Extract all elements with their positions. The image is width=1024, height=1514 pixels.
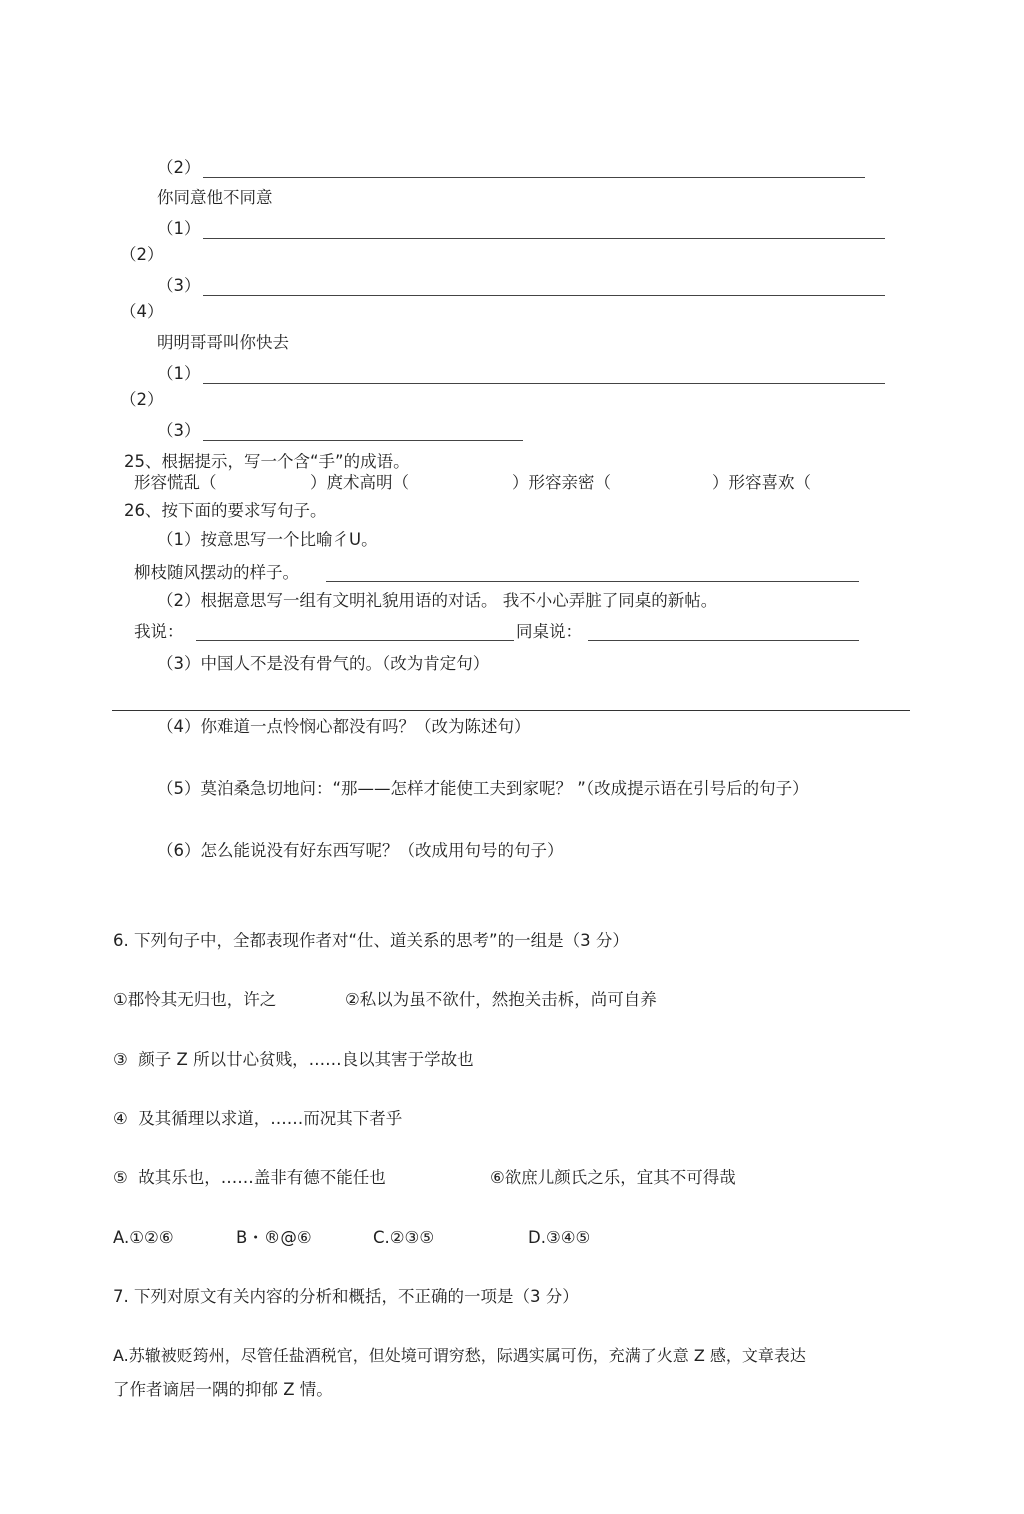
sub-question-2: （2）根据意思写一组有文明礼貌用语的对话。 我不小心弄脏了同桌的新帖。	[157, 591, 718, 610]
choice-c[interactable]: C.②③⑤	[373, 1228, 435, 1247]
dialogue-deskmate-label: 同桌说：	[516, 622, 582, 641]
item-label-2: （2）	[120, 245, 164, 264]
answer-line[interactable]	[203, 295, 885, 296]
answer-line[interactable]	[326, 581, 859, 582]
choice-b[interactable]: B・®@⑥	[236, 1228, 312, 1247]
item-label-2: （2）	[120, 390, 164, 409]
question-6-title: 6. 下列句子中，全都表现作者对“仕、道关系的思考”的一组是（3 分）	[113, 931, 629, 950]
divider	[112, 710, 910, 711]
sub-question-3: （3）中国人不是没有骨气的。（改为肯定句）	[157, 654, 490, 673]
item-label-3: （3）	[157, 421, 201, 440]
option-sentence-2: ②私以为虽不欲什，然抱关击柝，尚可自养	[345, 990, 657, 1009]
choice-a-text-line-1[interactable]: A.苏辙被贬筠州，尽管任盐酒税官，但处境可谓穷愁，际遇实属可伤，充满了火意 Z 感，文章表达	[113, 1346, 806, 1365]
dialogue-me-label: 我说：	[134, 622, 184, 641]
item-label-2: （2）	[157, 158, 201, 177]
choice-d[interactable]: D.③④⑤	[528, 1228, 591, 1247]
option-sentence-5: ⑤ 故其乐也，……盖非有德不能任也	[113, 1168, 386, 1187]
answer-line[interactable]	[203, 177, 865, 178]
answer-line[interactable]	[196, 640, 514, 641]
idiom-hint-4: ）形容喜欢（	[712, 473, 811, 492]
item-label-4: （4）	[120, 302, 164, 321]
option-sentence-1: ①郡怜其无归也，许之	[113, 990, 277, 1009]
item-label-3: （3）	[157, 276, 201, 295]
sentence-prompt: 明明哥哥叫你快去	[157, 333, 289, 352]
choice-a-text-line-2[interactable]: 了作者谪居一隅的抑郁 Z 情。	[113, 1380, 333, 1399]
answer-line[interactable]	[203, 440, 523, 441]
sub-question-5: （5）莫泊桑急切地问：“那——怎样才能使工夫到家呢？ ”（改成提示语在引号后的句子）	[157, 779, 809, 798]
item-label-1: （1）	[157, 219, 201, 238]
answer-line[interactable]	[203, 383, 885, 384]
option-sentence-6: ⑥欲庶儿颜氏之乐，宜其不可得哉	[490, 1168, 736, 1187]
idiom-hint-3: ）形容亲密（	[512, 473, 611, 492]
answer-line[interactable]	[588, 640, 859, 641]
sub-question-4: （4）你难道一点怜悯心都没有吗？（改为陈述句）	[157, 717, 531, 736]
item-label-1: （1）	[157, 364, 201, 383]
question-26-title: 26、按下面的要求写句子。	[124, 501, 327, 520]
simile-prompt: 柳枝随风摆动的样子。	[134, 563, 299, 582]
question-7-title: 7. 下列对原文有关内容的分析和概括，不正确的一项是（3 分）	[113, 1287, 579, 1306]
sub-question-6: （6）怎么能说没有好东西写呢？（改成用句号的句子）	[157, 841, 564, 860]
option-sentence-3: ③ 颜子 Z 所以廿心贫贱，……良以其害于学故也	[113, 1050, 474, 1069]
answer-line[interactable]	[203, 238, 885, 239]
choice-a[interactable]: A.①②⑥	[113, 1228, 174, 1247]
idiom-hint-1: 形容慌乱（	[134, 473, 217, 492]
sub-question-1: （1）按意思写一个比喻彳U。	[157, 530, 378, 549]
option-sentence-4: ④ 及其循理以求道，……而况其下者乎	[113, 1109, 403, 1128]
question-25-title: 25、根据提示，写一个含“手”的成语。	[124, 452, 410, 471]
idiom-hint-2: ）庹术高明（	[310, 473, 409, 492]
sentence-prompt: 你同意他不同意	[157, 188, 273, 207]
